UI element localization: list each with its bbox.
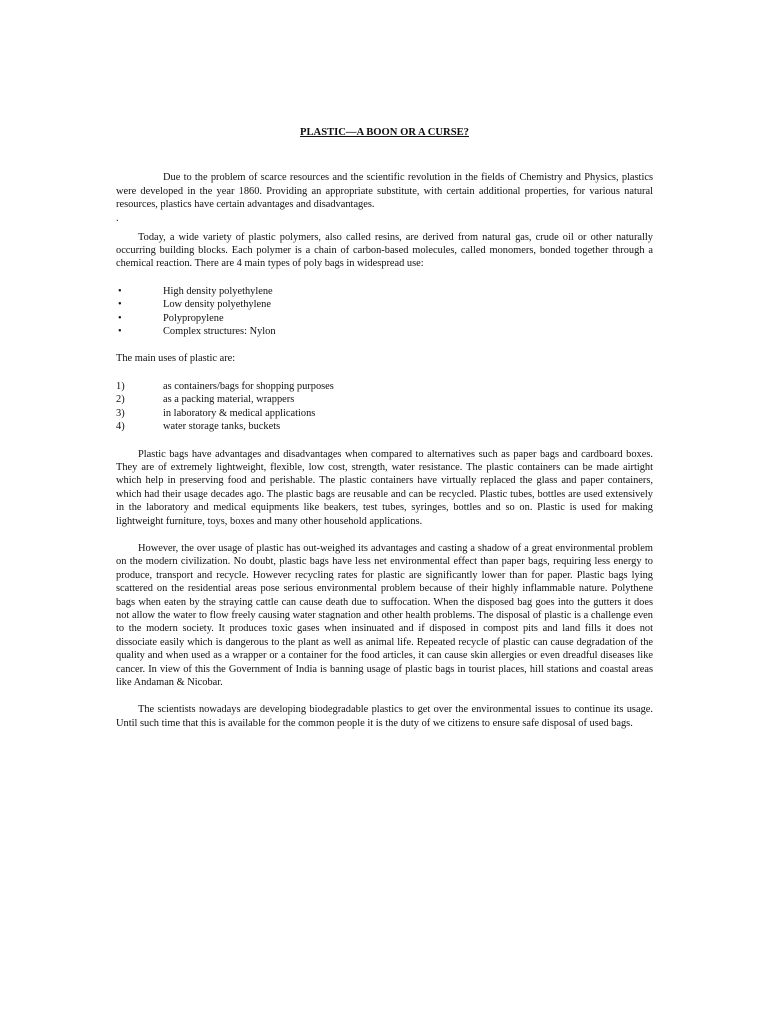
bullet-icon: •	[118, 312, 122, 324]
bullet-icon: •	[118, 285, 122, 297]
advantages-paragraph: Plastic bags have advantages and disadvantages when compared to alternatives such as paper bags and cardboard boxes. They are of extremely lightweight, flexible, low cost, strength, water resistance. The plastic containers can be made airtight which help in preserving food and perishable. The plastic containers have virtually replaced the glass and paper containers, which had their usage decades ago. The plastic bags are reusable and can be recycled. Plastic tubes, bottles are used extensively in the laboratory and medical equipments like beakers, test tubes, syringes, bottles and so on. Plastic is used for making lightweight furniture, toys, boxes and many other household applications.	[116, 448, 653, 527]
polymers-paragraph: Today, a wide variety of plastic polymers, also called resins, are derived from natural gas, crude oil or other naturally occurring building blocks. Each polymer is a chain of carbon-based molecules, called monomers, bonded together through a chemical reaction. There are 4 main types of poly bags in widespread use:	[116, 231, 653, 270]
document-title: PLASTIC—A BOON OR A CURSE?	[300, 127, 469, 138]
bullet-icon: •	[118, 299, 122, 311]
list-number: 2)	[116, 394, 125, 406]
problems-paragraph: However, the over usage of plastic has out-weighed its advantages and casting a shadow of a great environmental problem on the modern civilization. No doubt, plastic bags have less net environmental effect than paper bags, requiring less energy to produce, transport and recycle. However recycling rates for plastic are significantly lower than for paper. Plastic bags lying scattered on the residential areas pose serious environmental problem because of their highly inflammable nature. Polythene bags when eaten by the straying cattle can cause death due to suffocation. When the disposed bag goes into the gutters it does not allow the water to flow freely causing water stagnation and other health problems. The disposal of plastic is a challenge even to the modern society. It produces toxic gases when insinuated and if disposed in compost pits and land fills it does not dissociate easily which is dangerous to the plant as well as animal life. Repeated recycle of plastic can cause degradation of the quality and when used as a wrapper or a container for the food articles, it can cause skin allergies or even dreadful diseases like cancer. In view of this the Government of India is banning usage of plastic bags in tourist places, hill stations and coastal areas like Andaman & Nicobar.	[116, 542, 653, 688]
list-item-label: in laboratory & medical applications	[163, 407, 316, 419]
list-number: 3)	[116, 407, 125, 419]
list-item	[116, 393, 653, 406]
intro-paragraph: Due to the problem of scarce resources and the scientific revolution in the fields of Chemistry and Physics, plastics were developed in the year 1860. Providing an appropriate substitute, with certain additional properties, for various natural resources, plastics have certain advantages and disadvantages.	[116, 172, 653, 211]
conclusion-paragraph: The scientists nowadays are developing biodegradable plastics to get over the environmental issues to continue its usage. Until such time that this is available for the common people it is the duty of we citizens to ensure safe disposal of used bags.	[116, 704, 653, 729]
uses-list	[116, 380, 653, 434]
uses-heading: The main uses of plastic are:	[116, 353, 236, 365]
list-item	[116, 420, 653, 433]
bag-types-list	[116, 285, 653, 339]
list-item	[116, 285, 653, 298]
list-item	[116, 407, 653, 420]
list-item-label: Low density polyethylene	[163, 299, 271, 311]
list-item	[116, 298, 653, 311]
list-item-label: Complex structures: Nylon	[163, 326, 276, 338]
list-item	[116, 380, 653, 393]
list-number: 4)	[116, 421, 125, 433]
list-item-label: High density polyethylene	[163, 285, 273, 297]
list-item-label: as containers/bags for shopping purposes	[163, 380, 334, 392]
stray-dot: .	[116, 212, 119, 224]
list-item-label: Polypropylene	[163, 312, 224, 324]
list-item	[116, 312, 653, 325]
list-item-label: water storage tanks, buckets	[163, 421, 281, 433]
list-item-label: as a packing material, wrappers	[163, 394, 295, 406]
list-number: 1)	[116, 380, 125, 392]
bullet-icon: •	[118, 326, 122, 338]
list-item	[116, 325, 653, 338]
document-page	[116, 126, 653, 730]
